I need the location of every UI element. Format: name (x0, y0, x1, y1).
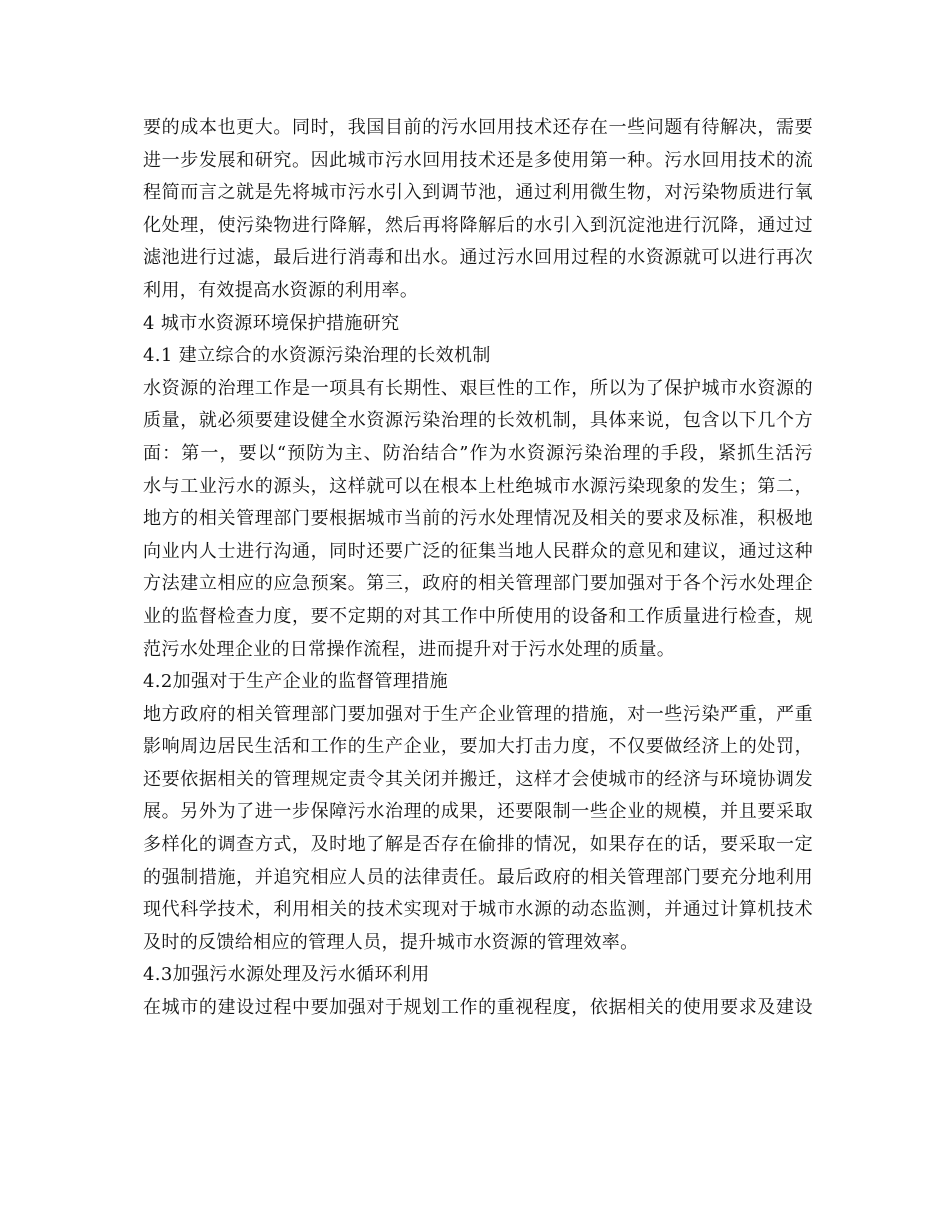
section-heading-4: 4 城市水资源环境保护措施研究 (143, 312, 400, 334)
text-line: 地方的相关管理部门要根据城市当前的污水处理情况及相关的要求及标准，积极地 (143, 508, 813, 530)
paragraph-4-2 (143, 699, 813, 960)
text-line: 的强制措施，并追究相应人员的法律责任。最后政府的相关管理部门要充分地利用 (143, 866, 813, 888)
paragraph-4-3 (143, 992, 813, 1025)
text-line: 滤池进行过滤，最后进行消毒和出水。通过污水回用过程的水资源就可以进行再次 (143, 247, 813, 269)
text-line: 多样化的调查方式，及时地了解是否存在偷排的情况，如果存在的话，要采取一定 (143, 834, 813, 856)
text-line: 在城市的建设过程中要加强对于规划工作的重视程度，依据相关的使用要求及建设 (143, 997, 813, 1019)
text-line: 方法建立相应的应急预案。第三，政府的相关管理部门要加强对于各个污水处理企 (143, 573, 813, 595)
text-line: 要的成本也更大。同时，我国目前的污水回用技术还存在一些问题有待解决，需要 (143, 117, 813, 138)
text-line: 地方政府的相关管理部门要加强对于生产企业管理的措施，对一些污染严重，严重 (143, 703, 813, 725)
section-heading-4-2: 4.2加强对于生产企业的监督管理措施 (143, 671, 448, 693)
section-heading-4-1: 4.1 建立综合的水资源污染治理的长效机制 (143, 345, 491, 367)
text-line: 进一步发展和研究。因此城市污水回用技术还是多使用第一种。污水回用技术的流 (143, 149, 813, 171)
text-line: 面：第一，要以“预防为主、防治结合”作为水资源污染治理的手段，紧抓生活污 (143, 442, 813, 464)
text-line: 影响周边居民生活和工作的生产企业，要加大打击力度，不仅要做经济上的处罚， (143, 736, 813, 758)
text-line: 程简而言之就是先将城市污水引入到调节池，通过利用微生物，对污染物质进行氧 (143, 182, 813, 204)
text-line: 质量，就必须要建设健全水资源污染治理的长效机制，具体来说，包含以下几个方 (143, 410, 813, 432)
text-line: 展。另外为了进一步保障污水治理的成果，还要限制一些企业的规模，并且要采取 (143, 801, 813, 823)
document-body (143, 112, 813, 1025)
text-line: 利用，有效提高水资源的利用率。 (143, 279, 419, 301)
text-line: 向业内人士进行沟通，同时还要广泛的征集当地人民群众的意见和建议，通过这种 (143, 540, 813, 562)
text-line: 及时的反馈给相应的管理人员，提升城市水资源的管理效率。 (143, 931, 639, 953)
paragraph-intro (143, 112, 813, 308)
text-line: 化处理，使污染物进行降解，然后再将降解后的水引入到沉淀池进行沉降，通过过 (143, 214, 813, 236)
text-line: 现代科学技术，利用相关的技术实现对于城市水源的动态监测，并通过计算机技术 (143, 899, 813, 921)
paragraph-4-1 (143, 373, 813, 666)
text-line: 水资源的治理工作是一项具有长期性、艰巨性的工作，所以为了保护城市水资源的 (143, 377, 813, 399)
text-line: 业的监督检查力度，要不定期的对其工作中所使用的设备和工作质量进行检查，规 (143, 605, 813, 627)
text-line: 范污水处理企业的日常操作流程，进而提升对于污水处理的质量。 (143, 638, 676, 660)
text-line: 水与工业污水的源头，这样就可以在根本上杜绝城市水源污染现象的发生；第二， (143, 475, 813, 497)
text-line: 还要依据相关的管理规定责令其关闭并搬迁，这样才会使城市的经济与环境协调发 (143, 768, 813, 790)
section-heading-4-3: 4.3加强污水源处理及污水循环利用 (143, 964, 430, 986)
